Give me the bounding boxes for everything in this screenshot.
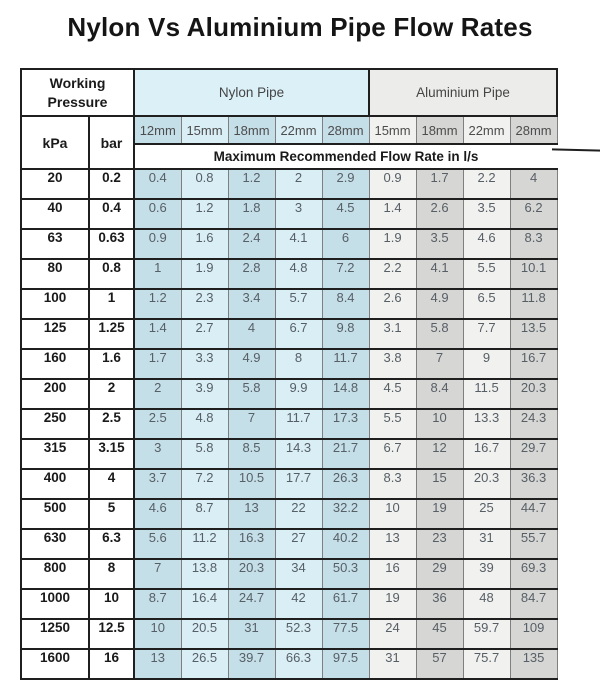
kpa-column-header: kPa [21, 116, 89, 169]
table-row [21, 619, 557, 649]
flow-value: 12 [416, 439, 463, 469]
flow-value: 44.7 [510, 499, 557, 529]
flow-value: 15 [416, 469, 463, 499]
flow-value: 5.5 [369, 409, 416, 439]
flow-value: 17.3 [322, 409, 369, 439]
flow-value: 13.3 [463, 409, 510, 439]
flow-value: 31 [228, 619, 275, 649]
flow-value: 0.4 [134, 169, 181, 199]
kpa-value: 630 [21, 529, 89, 559]
flow-value: 61.7 [322, 589, 369, 619]
flow-value: 4.9 [416, 289, 463, 319]
flow-value: 20.5 [181, 619, 228, 649]
bar-value: 8 [89, 559, 134, 589]
flow-value: 2.4 [228, 229, 275, 259]
table-row [21, 169, 557, 199]
flow-value: 13 [134, 649, 181, 679]
flow-value: 4.6 [463, 229, 510, 259]
flow-value: 48 [463, 589, 510, 619]
flow-value: 3.5 [416, 229, 463, 259]
flow-value: 6.2 [510, 199, 557, 229]
flow-value: 16.4 [181, 589, 228, 619]
flow-value: 109 [510, 619, 557, 649]
flow-value: 3.8 [369, 349, 416, 379]
flow-value: 2.7 [181, 319, 228, 349]
flow-value: 3 [134, 439, 181, 469]
flow-value: 20.3 [510, 379, 557, 409]
flow-value: 1.2 [134, 289, 181, 319]
flow-value: 6.5 [463, 289, 510, 319]
kpa-value: 200 [21, 379, 89, 409]
bar-value: 3.15 [89, 439, 134, 469]
flow-value: 25 [463, 499, 510, 529]
bar-value: 6.3 [89, 529, 134, 559]
flow-value: 8.5 [228, 439, 275, 469]
table-body [21, 169, 557, 679]
flow-value: 6.7 [275, 319, 322, 349]
flow-value: 8.7 [181, 499, 228, 529]
flow-value: 11.5 [463, 379, 510, 409]
flow-value: 2.2 [463, 169, 510, 199]
flow-value: 0.9 [134, 229, 181, 259]
flow-value: 2.3 [181, 289, 228, 319]
flow-value: 1.7 [416, 169, 463, 199]
flow-value: 36.3 [510, 469, 557, 499]
flow-value: 6 [322, 229, 369, 259]
flow-value: 24.7 [228, 589, 275, 619]
flow-value: 4.8 [275, 259, 322, 289]
kpa-value: 1000 [21, 589, 89, 619]
kpa-value: 100 [21, 289, 89, 319]
table-row [21, 499, 557, 529]
size-header-row [21, 116, 557, 144]
flow-value: 0.9 [369, 169, 416, 199]
kpa-value: 1600 [21, 649, 89, 679]
nylon-size-header: 12mm [134, 116, 181, 144]
flow-value: 13 [369, 529, 416, 559]
flow-value: 10 [134, 619, 181, 649]
working-pressure-header [21, 69, 134, 116]
flow-value: 1.8 [228, 199, 275, 229]
flow-value: 24 [369, 619, 416, 649]
table-row [21, 469, 557, 499]
flow-value: 5.7 [275, 289, 322, 319]
flow-value: 19 [369, 589, 416, 619]
flow-value: 11.2 [181, 529, 228, 559]
flow-value: 1 [134, 259, 181, 289]
flow-value: 16 [369, 559, 416, 589]
flow-value: 31 [463, 529, 510, 559]
aluminium-size-header: 28mm [510, 116, 557, 144]
flow-value: 10.1 [510, 259, 557, 289]
table-row [21, 319, 557, 349]
flow-value: 2.5 [134, 409, 181, 439]
flow-value: 19 [416, 499, 463, 529]
flow-value: 29 [416, 559, 463, 589]
table-row [21, 409, 557, 439]
flow-value: 59.7 [463, 619, 510, 649]
flow-value: 14.8 [322, 379, 369, 409]
bar-value: 0.4 [89, 199, 134, 229]
flow-value: 20.3 [228, 559, 275, 589]
flow-value: 8 [275, 349, 322, 379]
flow-value: 2 [134, 379, 181, 409]
flow-value: 3.1 [369, 319, 416, 349]
table-row [21, 529, 557, 559]
flow-value: 7 [416, 349, 463, 379]
flow-value: 13.8 [181, 559, 228, 589]
flow-value: 2.9 [322, 169, 369, 199]
flow-value: 13.5 [510, 319, 557, 349]
flow-value: 5.6 [134, 529, 181, 559]
nylon-pipe-header: Nylon Pipe [134, 69, 369, 116]
flow-value: 1.4 [369, 199, 416, 229]
flow-value: 2.8 [228, 259, 275, 289]
flow-value: 57 [416, 649, 463, 679]
flow-value: 24.3 [510, 409, 557, 439]
bar-value: 4 [89, 469, 134, 499]
bar-value: 1 [89, 289, 134, 319]
flow-value: 66.3 [275, 649, 322, 679]
bar-value: 1.6 [89, 349, 134, 379]
flow-value: 16.3 [228, 529, 275, 559]
flow-value: 8.4 [416, 379, 463, 409]
flow-value: 3.4 [228, 289, 275, 319]
flow-value: 7 [134, 559, 181, 589]
table-row [21, 439, 557, 469]
flow-value: 42 [275, 589, 322, 619]
kpa-value: 1250 [21, 619, 89, 649]
table-row [21, 379, 557, 409]
flow-value: 1.4 [134, 319, 181, 349]
flow-value: 0.8 [181, 169, 228, 199]
bar-value: 12.5 [89, 619, 134, 649]
flow-value: 45 [416, 619, 463, 649]
flow-value: 69.3 [510, 559, 557, 589]
flow-value: 11.7 [322, 349, 369, 379]
flow-value: 26.5 [181, 649, 228, 679]
flow-value: 3.7 [134, 469, 181, 499]
flow-value: 2.2 [369, 259, 416, 289]
kpa-value: 125 [21, 319, 89, 349]
flow-value: 4.1 [275, 229, 322, 259]
flow-value: 8.7 [134, 589, 181, 619]
aluminium-pipe-header: Aluminium Pipe [369, 69, 557, 116]
flow-value: 21.7 [322, 439, 369, 469]
bar-column-header: bar [89, 116, 134, 169]
flow-value: 1.9 [369, 229, 416, 259]
kpa-value: 400 [21, 469, 89, 499]
flow-value: 11.7 [275, 409, 322, 439]
flow-note: Maximum Recommended Flow Rate in l/s [134, 144, 557, 169]
flow-value: 4.8 [181, 409, 228, 439]
flow-value: 10 [369, 499, 416, 529]
table-row [21, 229, 557, 259]
flow-value: 4.5 [322, 199, 369, 229]
flow-value: 4 [510, 169, 557, 199]
flow-value: 7 [228, 409, 275, 439]
working-pressure-label: Working Pressure [47, 75, 108, 110]
page-title: Nylon Vs Aluminium Pipe Flow Rates [67, 12, 533, 42]
flow-value: 2.6 [369, 289, 416, 319]
flow-value: 29.7 [510, 439, 557, 469]
flow-value: 1.2 [181, 199, 228, 229]
flow-value: 1.9 [181, 259, 228, 289]
flow-value: 14.3 [275, 439, 322, 469]
flow-value: 5.8 [181, 439, 228, 469]
bar-value: 16 [89, 649, 134, 679]
bar-value: 1.25 [89, 319, 134, 349]
table-row [21, 289, 557, 319]
flow-value: 0.6 [134, 199, 181, 229]
kpa-value: 20 [21, 169, 89, 199]
flow-value: 4 [228, 319, 275, 349]
flow-value: 1.6 [181, 229, 228, 259]
flow-value: 9.9 [275, 379, 322, 409]
flow-value: 9 [463, 349, 510, 379]
flow-value: 32.2 [322, 499, 369, 529]
flow-value: 4.6 [134, 499, 181, 529]
kpa-value: 40 [21, 199, 89, 229]
flow-value: 55.7 [510, 529, 557, 559]
bar-value: 2 [89, 379, 134, 409]
flow-value: 52.3 [275, 619, 322, 649]
table-row [21, 199, 557, 229]
flow-value: 27 [275, 529, 322, 559]
flow-value: 3.3 [181, 349, 228, 379]
flow-value: 13 [228, 499, 275, 529]
table-row [21, 559, 557, 589]
flow-value: 3.5 [463, 199, 510, 229]
flow-value: 3.9 [181, 379, 228, 409]
flow-value: 9.8 [322, 319, 369, 349]
flow-value: 34 [275, 559, 322, 589]
flow-value: 10 [416, 409, 463, 439]
bar-value: 2.5 [89, 409, 134, 439]
flow-value: 5.5 [463, 259, 510, 289]
flow-value: 8.4 [322, 289, 369, 319]
flow-value: 1.2 [228, 169, 275, 199]
kpa-value: 500 [21, 499, 89, 529]
flow-value: 135 [510, 649, 557, 679]
flow-value: 10.5 [228, 469, 275, 499]
flow-value: 26.3 [322, 469, 369, 499]
table-row [21, 259, 557, 289]
kpa-value: 800 [21, 559, 89, 589]
kpa-value: 80 [21, 259, 89, 289]
flow-value: 17.7 [275, 469, 322, 499]
flow-value: 3 [275, 199, 322, 229]
flow-value: 11.8 [510, 289, 557, 319]
kpa-value: 315 [21, 439, 89, 469]
bar-value: 0.2 [89, 169, 134, 199]
kpa-value: 63 [21, 229, 89, 259]
flow-value: 50.3 [322, 559, 369, 589]
bar-value: 5 [89, 499, 134, 529]
flow-value: 7.7 [463, 319, 510, 349]
flow-value: 2.6 [416, 199, 463, 229]
flow-value: 8.3 [510, 229, 557, 259]
flow-value: 7.2 [181, 469, 228, 499]
flow-value: 31 [369, 649, 416, 679]
flow-value: 4.9 [228, 349, 275, 379]
flow-value: 22 [275, 499, 322, 529]
nylon-size-header: 18mm [228, 116, 275, 144]
flow-value: 4.1 [416, 259, 463, 289]
flow-value: 16.7 [463, 439, 510, 469]
flow-value: 40.2 [322, 529, 369, 559]
flow-value: 84.7 [510, 589, 557, 619]
nylon-size-header: 28mm [322, 116, 369, 144]
bar-value: 0.8 [89, 259, 134, 289]
kpa-value: 250 [21, 409, 89, 439]
kpa-value: 160 [21, 349, 89, 379]
nylon-size-header: 22mm [275, 116, 322, 144]
flow-value: 39.7 [228, 649, 275, 679]
flow-value: 77.5 [322, 619, 369, 649]
flow-value: 5.8 [416, 319, 463, 349]
aluminium-size-header: 22mm [463, 116, 510, 144]
table-row [21, 649, 557, 679]
flow-value: 1.7 [134, 349, 181, 379]
flow-value: 6.7 [369, 439, 416, 469]
flow-value: 5.8 [228, 379, 275, 409]
flow-rate-table [20, 68, 558, 680]
flow-value: 8.3 [369, 469, 416, 499]
flow-value: 75.7 [463, 649, 510, 679]
flow-value: 2 [275, 169, 322, 199]
table-row [21, 349, 557, 379]
nylon-size-header: 15mm [181, 116, 228, 144]
stray-line [552, 148, 600, 151]
bar-value: 10 [89, 589, 134, 619]
flow-value: 97.5 [322, 649, 369, 679]
aluminium-size-header: 15mm [369, 116, 416, 144]
bar-value: 0.63 [89, 229, 134, 259]
flow-value: 16.7 [510, 349, 557, 379]
flow-value: 20.3 [463, 469, 510, 499]
flow-value: 39 [463, 559, 510, 589]
flow-value: 4.5 [369, 379, 416, 409]
aluminium-size-header: 18mm [416, 116, 463, 144]
flow-value: 23 [416, 529, 463, 559]
header-band-row [21, 69, 557, 116]
table-row [21, 589, 557, 619]
flow-value: 7.2 [322, 259, 369, 289]
flow-value: 36 [416, 589, 463, 619]
